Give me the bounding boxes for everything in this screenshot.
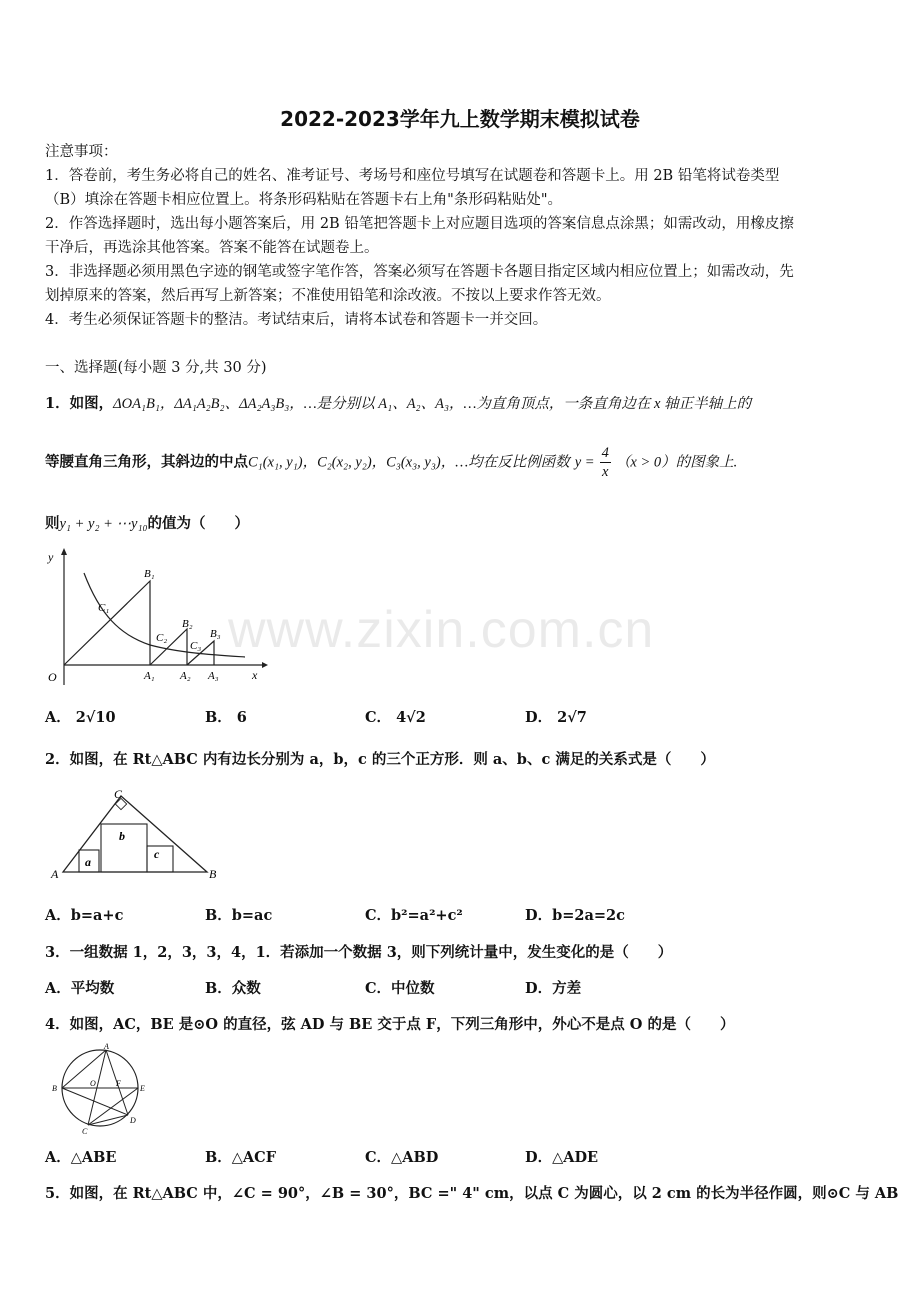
section-heading: 一、选择题(每小题 3 分,共 30 分) [45,360,267,376]
label-B: B [52,1084,57,1093]
notice-line: （B）填涂在答题卡相应位置上。将条形码粘贴在答题卡右上角"条形码粘贴处"。 [45,192,562,208]
q5-stem: 5．如图，在 Rt△ABC 中，∠C = 90°，∠B = 30°，BC =" 4" cm，以点 C 为圆心，以 2 cm 的长为半径作圆，则⊙C 与 AB [45,1185,899,1202]
q2-option-b[interactable]: B．b=ac [205,907,273,924]
watermark: www.zixin.com.cn [228,601,655,659]
label-A: A [104,1043,109,1051]
notice-line: 划掉原来的答案，然后再写上新答案；不准使用铅笔和涂改液。不按以上要求作答无效。 [45,288,611,304]
label-E: E [140,1084,145,1093]
label-A2: A₂ [180,670,191,682]
label-D: D [130,1116,136,1125]
label-F: F [116,1079,121,1088]
label-B3: B₃ [210,628,221,640]
label-C2: C₂ [156,632,168,644]
label-A3: A₃ [208,670,219,682]
origin-label: O [48,670,57,684]
label-A1: A₁ [144,670,155,682]
q3-option-d[interactable]: D．方差 [525,980,582,997]
q3-option-b[interactable]: B．众数 [205,980,261,997]
label-O: O [90,1079,96,1088]
q2-option-d[interactable]: D．b=2a=2c [525,907,625,924]
q1-option-d[interactable]: D． 2√7 [525,709,587,726]
q3-stem: 3．一组数据 1，2，3，3，4，1．若添加一个数据 3，则下列统计量中，发生变化的是（ ） [45,944,673,961]
q3-option-c[interactable]: C．中位数 [365,980,435,997]
label-B: B [209,867,217,881]
label-A: A [51,867,59,881]
notice-line: 3．非选择题必须用黑色字迹的钢笔或签字笔作答，答案必须写在答题卡各题目指定区域内相应位置上；如需改动，先 [45,264,794,280]
q4-option-b[interactable]: B．△ACF [205,1149,276,1166]
label-c: c [154,847,160,861]
notice-line: 1．答卷前，考生务必将自己的姓名、准考证号、考场号和座位号填写在试题卷和答题卡上。用 2B 铅笔将试卷类型 [45,168,780,184]
label-C1: C₁ [98,602,110,614]
label-C: C [82,1127,88,1135]
notice-line: 干净后，再选涂其他答案。答案不能答在试题卷上。 [45,240,379,256]
q1-option-b[interactable]: B． 6 [205,709,247,726]
label-a: a [85,855,91,869]
q3-option-a[interactable]: A．平均数 [45,980,115,997]
axis-x-label: x [252,668,258,682]
q1-option-a[interactable]: A． 2√10 [45,709,116,726]
label-B1: B₁ [144,568,155,580]
q4-stem: 4．如图，AC，BE 是⊙O 的直径，弦 AD 与 BE 交于点 F，下列三角形中，外心不是点 O 的是（ ） [45,1016,735,1033]
fraction-4-over-x: $\frac{4}{x}$ [601,445,609,480]
q1-line1: 1．如图，ΔOA₁B₁，ΔA₁A₂B₂、ΔA₂A₃B₃，…是分别以 A₁、A₂、A₃，…为直角顶点，一条直角边在 x 轴正半轴上的 [45,395,752,412]
notice-line: 4．考生必须保证答题卡的整洁。考试结束后，请将本试卷和答题卡一并交回。 [45,312,548,328]
q1-line3: 则y₁ + y₂ + ⋯y₁₀的值为（ ） [45,515,250,532]
q4-option-a[interactable]: A．△ABE [45,1149,117,1166]
q2-stem: 2．如图，在 Rt△ABC 内有边长分别为 a，b，c 的三个正方形．则 a、b、c 满足的关系式是（ ） [45,751,715,768]
q2-option-c[interactable]: C．b²=a²+c² [365,907,463,924]
q1-line2: 等腰直角三角形，其斜边的中点C₁(x₁, y₁)，C₂(x₂, y₂)，C₃(x₃, y₃)，…均在反比例函数 y = $\frac{4}{x}$ （x > 0）的图象上. [45,445,738,480]
q2-figure [45,786,225,882]
notice-line: 2．作答选择题时，选出每小题答案后，用 2B 铅笔把答题卡上对应题目选项的答案信息点涂黑；如需改动，用橡皮擦 [45,216,794,232]
label-C3: C₃ [190,640,202,652]
label-C: C [114,787,123,801]
label-b: b [119,829,125,843]
q4-option-d[interactable]: D．△ADE [525,1149,599,1166]
q2-option-a[interactable]: A．b=a+c [45,907,124,924]
q1-option-c[interactable]: C． 4√2 [365,709,426,726]
label-B2: B₂ [182,618,193,630]
page-title: 2022-2023学年九上数学期末模拟试卷 [280,107,640,131]
q4-figure [48,1043,148,1135]
q4-option-c[interactable]: C．△ABD [365,1149,439,1166]
notice-heading: 注意事项： [45,144,118,160]
axis-y-label: y [48,550,54,564]
